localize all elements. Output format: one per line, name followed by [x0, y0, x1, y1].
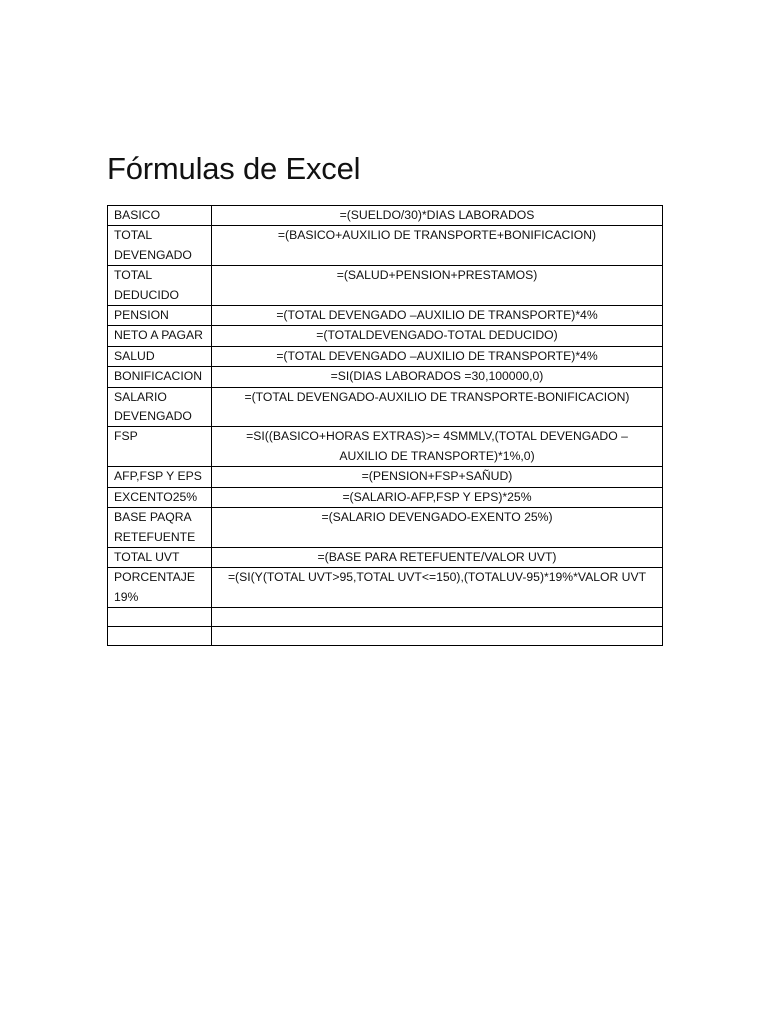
table-row: [108, 508, 663, 548]
row-formula: =(SI(Y(TOTAL UVT>95,TOTAL UVT<=150),(TOTALUV-95)*19%*VALOR UVT: [212, 568, 663, 608]
row-label: BASE PAQRA RETEFUENTE: [108, 508, 212, 548]
row-label: EXCENTO25%: [108, 487, 212, 507]
row-formula: =(TOTALDEVENGADO-TOTAL DEDUCIDO): [212, 326, 663, 346]
row-formula: =(SALARIO DEVENGADO-EXENTO 25%): [212, 508, 663, 548]
table-row: [108, 206, 663, 226]
formulas-table: [107, 205, 663, 646]
formulas-table-body: [108, 206, 663, 646]
row-formula: =(SUELDO/30)*DIAS LABORADOS: [212, 206, 663, 226]
row-formula: =(BASICO+AUXILIO DE TRANSPORTE+BONIFICACION): [212, 226, 663, 266]
row-label: PORCENTAJE 19%: [108, 568, 212, 608]
table-row: [108, 568, 663, 608]
row-label: TOTAL DEDUCIDO: [108, 266, 212, 306]
row-label: PENSION: [108, 306, 212, 326]
row-label: TOTAL UVT: [108, 547, 212, 567]
page-title: Fórmulas de Excel: [107, 151, 361, 186]
table-row: [108, 387, 663, 427]
row-formula: =(TOTAL DEVENGADO –AUXILIO DE TRANSPORTE)*4%: [212, 306, 663, 326]
empty-table-row: [108, 608, 663, 627]
table-row: [108, 326, 663, 346]
empty-table-row: [108, 627, 663, 646]
row-formula: =(BASE PARA RETEFUENTE/VALOR UVT): [212, 547, 663, 567]
row-formula: [212, 627, 663, 646]
row-label: [108, 608, 212, 627]
row-formula: =(TOTAL DEVENGADO –AUXILIO DE TRANSPORTE)*4%: [212, 346, 663, 366]
row-formula: =SI(DIAS LABORADOS =30,100000,0): [212, 367, 663, 387]
table-row: [108, 427, 663, 467]
row-label: BASICO: [108, 206, 212, 226]
row-formula: =(SALUD+PENSION+PRESTAMOS): [212, 266, 663, 306]
row-label: SALARIO DEVENGADO: [108, 387, 212, 427]
row-formula: [212, 608, 663, 627]
row-label: BONIFICACION: [108, 367, 212, 387]
table-row: [108, 487, 663, 507]
row-label: FSP: [108, 427, 212, 467]
table-row: [108, 367, 663, 387]
table-row: [108, 467, 663, 487]
row-label: NETO A PAGAR: [108, 326, 212, 346]
table-row: [108, 266, 663, 306]
table-row: [108, 547, 663, 567]
row-formula: =(SALARIO-AFP,FSP Y EPS)*25%: [212, 487, 663, 507]
row-formula: =(PENSION+FSP+SAÑUD): [212, 467, 663, 487]
row-label: [108, 627, 212, 646]
row-formula: =(TOTAL DEVENGADO-AUXILIO DE TRANSPORTE-BONIFICACION): [212, 387, 663, 427]
row-label: TOTAL DEVENGADO: [108, 226, 212, 266]
row-label: SALUD: [108, 346, 212, 366]
table-row: [108, 306, 663, 326]
row-formula: =SI((BASICO+HORAS EXTRAS)>= 4SMMLV,(TOTAL DEVENGADO – AUXILIO DE TRANSPORTE)*1%,0): [212, 427, 663, 467]
row-label: AFP,FSP Y EPS: [108, 467, 212, 487]
table-row: [108, 226, 663, 266]
table-row: [108, 346, 663, 366]
